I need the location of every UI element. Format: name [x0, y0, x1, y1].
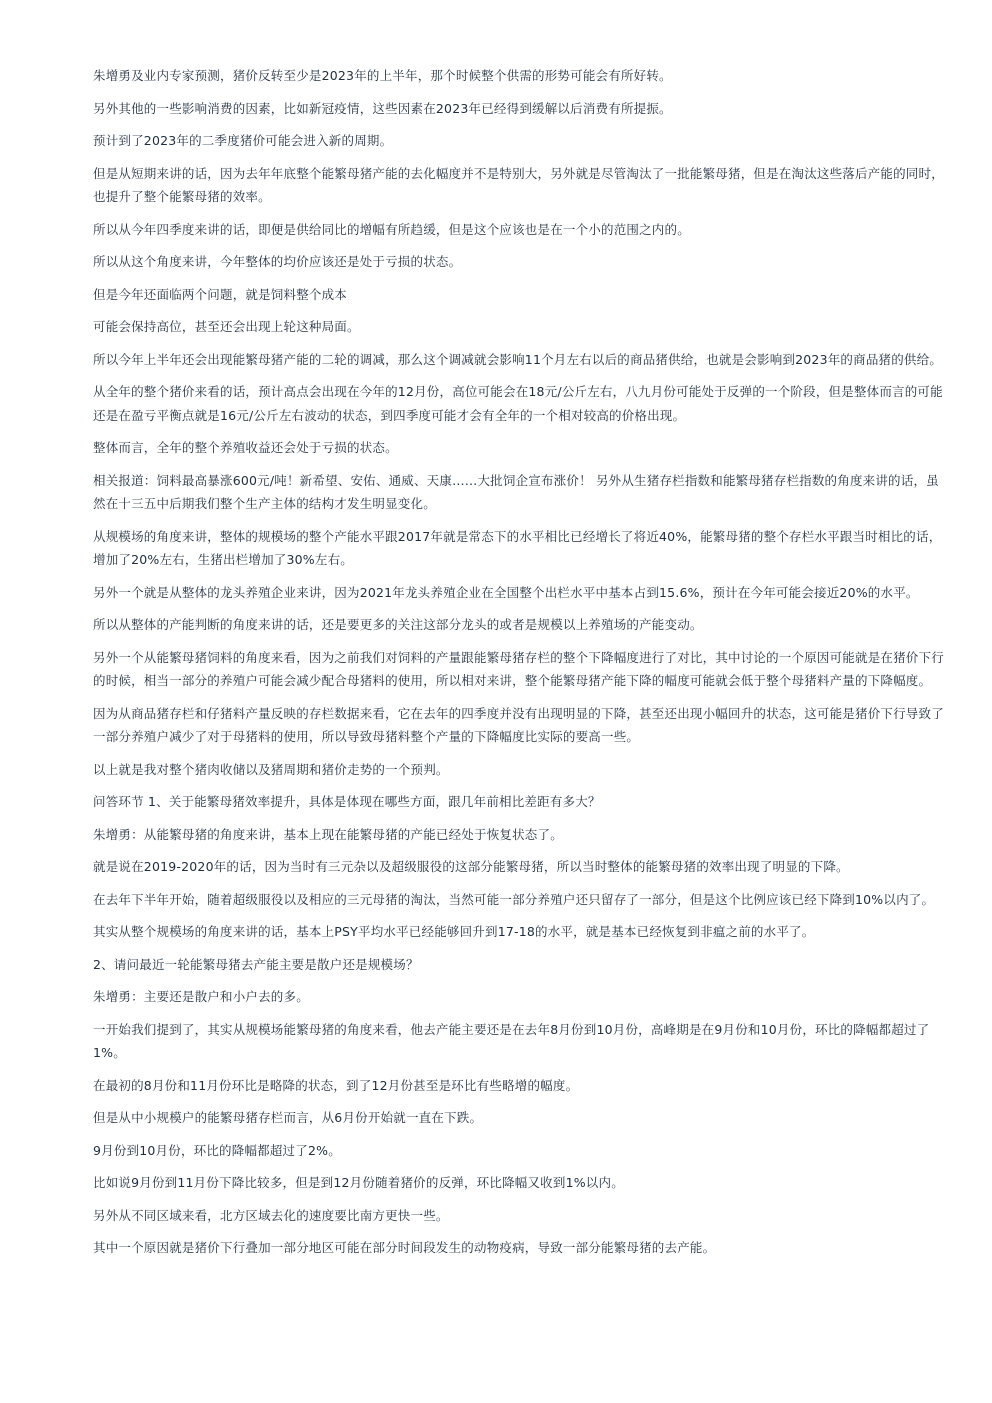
paragraph-8: 可能会保持高位，甚至还会出现上轮这种局面。 — [93, 319, 360, 334]
paragraph-27: 在最初的8月份和11月份环比是略降的状态，到了12月份甚至是环比有些略增的幅度。 — [93, 1077, 579, 1093]
paragraph-15: 所以从整体的产能判断的角度来讲的话，还是要更多的关注这部分龙头的或者是规模以上养殖场的产能变动。 — [93, 617, 703, 632]
paragraph-31: 另外从不同区域来看，北方区域去化的速度要比南方更快一些。 — [93, 1207, 449, 1223]
paragraph-21: 就是说在2019-2020年的话，因为当时有三元杂以及超级服役的这部分能繁母猪，所以当时整体的能繁母猪的效率出现了明显的下降。 — [93, 859, 849, 874]
paragraph-16: 另外一个从能繁母猪饲料的角度来看，因为之前我们对饲料的产量跟能繁母猪存栏的整个下降幅度进行了对比，其中讨论的一个原因可能就是在猪价下行的时候，相当一部分的养殖户可能会减少配合母猪料的使用，所以相对来讲，整个能繁母猪产能下降的幅度可能就会低于整个母猪料产量的下降幅度。 — [93, 649, 944, 688]
paragraph-1: 朱增勇及业内专家预测，猪价反转至少是2023年的上半年，那个时候整个供需的形势可能会有所好转。 — [93, 68, 672, 83]
paragraph-30: 比如说9月份到11月份下降比较多，但是到12月份随着猪价的反弹，环比降幅又收到1%以内。 — [93, 1175, 624, 1190]
paragraph-2: 另外其他的一些影响消费的因素，比如新冠疫情，这些因素在2023年已经得到缓解以后消费有所提振。 — [93, 100, 672, 116]
paragraph-20: 朱增勇：从能繁母猪的角度来讲，基本上现在能繁母猪的产能已经处于恢复状态了。 — [93, 826, 563, 842]
article-body — [93, 64, 945, 1269]
paragraph-3: 预计到了2023年的二季度猪价可能会进入新的周期。 — [93, 133, 393, 148]
paragraph-32: 其中一个原因就是猪价下行叠加一部分地区可能在部分时间段发生的动物疫病，导致一部分能繁母猪的去产能。 — [93, 1240, 716, 1255]
paragraph-10: 从全年的整个猪价来看的话，预计高点会出现在今年的12月份，高位可能会在18元/公斤左右，八九月份可能处于反弹的一个阶段，但是整体而言的可能还是在盈亏平衡点就是16元/公斤左右波动的状态，到四季度可能才会有全年的一个相对较高的价格出现。 — [93, 384, 943, 423]
paragraph-29: 9月份到10月份，环比的降幅都超过了2%。 — [93, 1142, 341, 1158]
paragraph-9: 所以今年上半年还会出现能繁母猪产能的二轮的调减，那么这个调减就会影响11个月左右以后的商品猪供给，也就是会影响到2023年的商品猪的供给。 — [93, 351, 943, 367]
paragraph-18: 以上就是我对整个猪肉收储以及猪周期和猪价走势的一个预判。 — [93, 761, 449, 777]
paragraph-11: 整体而言，全年的整个养殖收益还会处于亏损的状态。 — [93, 440, 398, 455]
paragraph-24: 2、请问最近一轮能繁母猪去产能主要是散户还是规模场？ — [93, 956, 419, 972]
paragraph-14: 另外一个就是从整体的龙头养殖企业来讲，因为2021年龙头养殖企业在全国整个出栏水平中基本占到15.6%，预计在今年可能会接近20%的水平。 — [93, 584, 919, 600]
paragraph-23: 其实从整个规模场的角度来讲的话，基本上PSY平均水平已经能够回升到17-18的水平，就是基本已经恢复到非瘟之前的水平了。 — [93, 924, 815, 939]
paragraph-5: 所以从今年四季度来讲的话，即便是供给同比的增幅有所趋缓，但是这个应该也是在一个小的范围之内的。 — [93, 221, 690, 237]
paragraph-28: 但是从中小规模户的能繁母猪存栏而言，从6月份开始就一直在下跌。 — [93, 1110, 483, 1125]
paragraph-25: 朱增勇：主要还是散户和小户去的多。 — [93, 989, 309, 1004]
paragraph-6: 所以从这个角度来讲，今年整体的均价应该还是处于亏损的状态。 — [93, 254, 462, 269]
paragraph-13: 从规模场的角度来讲，整体的规模场的整个产能水平跟2017年就是常态下的水平相比已经增长了将近40%，能繁母猪的整个存栏水平跟当时相比的话，增加了20%左右，生猪出栏增加了30%左右。 — [93, 528, 942, 567]
paragraph-17: 因为从商品猪存栏和仔猪料产量反映的存栏数据来看，它在去年的四季度并没有出现明显的下降，甚至还出现小幅回升的状态，这可能是猪价下行导致了一部分养殖户减少了对于母猪料的使用，所以导致母猪料整个产量的下降幅度比实际的要高一些。 — [93, 705, 944, 744]
paragraph-26: 一开始我们提到了，其实从规模场能繁母猪的角度来看，他去产能主要还是在去年8月份到10月份，高峰期是在9月份和10月份，环比的降幅都超过了1%。 — [93, 1021, 930, 1060]
paragraph-19: 问答环节 1、关于能繁母猪效率提升，具体是体现在哪些方面，跟几年前相比差距有多大？ — [93, 794, 601, 809]
paragraph-22: 在去年下半年开始，随着超级服役以及相应的三元母猪的淘汰，当然可能一部分养殖户还只留存了一部分，但是这个比例应该已经下降到10%以内了。 — [93, 891, 935, 907]
paragraph-7: 但是今年还面临两个问题，就是饲料整个成本 — [93, 286, 348, 302]
paragraph-4: 但是从短期来讲的话，因为去年年底整个能繁母猪产能的去化幅度并不是特别大，另外就是尽管淘汰了一批能繁母猪，但是在淘汰这些落后产能的同时，也提升了整个能繁母猪的效率。 — [93, 165, 944, 204]
paragraph-12: 相关报道：饲料最高暴涨600元/吨！新希望、安佑、通威、天康……大批饲企宣布涨价！ 另外从生猪存栏指数和能繁母猪存栏指数的角度来讲的话，虽然在十三五中后期我们整个生产主体的结构才发生明显变化。 — [93, 472, 939, 511]
